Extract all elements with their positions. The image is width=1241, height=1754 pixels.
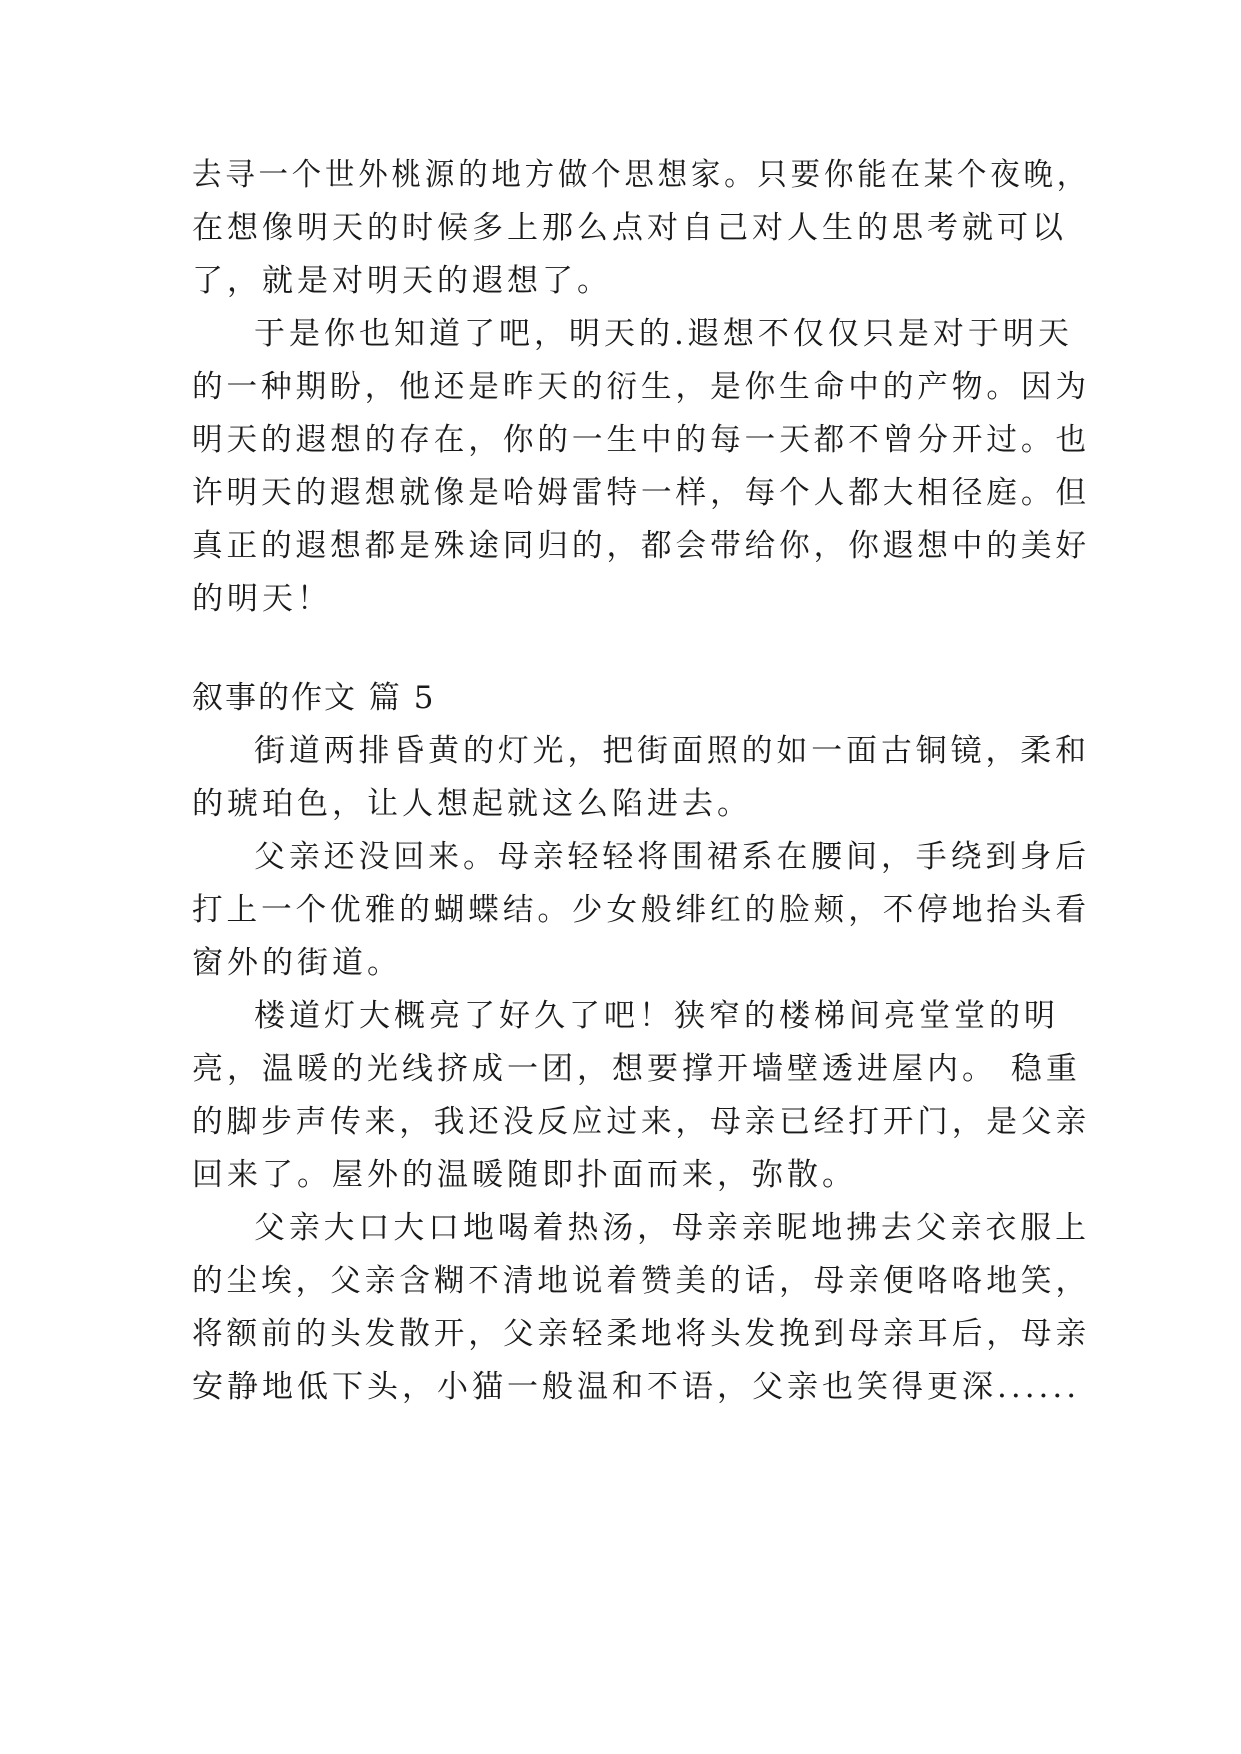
text-line: 真正的遐想都是殊途同归的，都会带给你，你遐想中的美好: [192, 528, 1090, 564]
text-line: 的明天！: [192, 581, 332, 617]
text-line: 打上一个优雅的蝴蝶结。少女般绯红的脸颊，不停地抬头看: [192, 892, 1090, 928]
text-line: 的一种期盼，他还是昨天的衍生，是你生命中的产物。因为: [192, 369, 1090, 405]
text-line: 窗外的街道。: [192, 945, 402, 981]
text-line: 将额前的头发散开，父亲轻柔地将头发挽到母亲耳后，母亲: [192, 1316, 1090, 1352]
text-line: 在想像明天的时候多上那么点对自己对人生的思考就可以: [192, 210, 1067, 246]
text-line: 街道两排昏黄的灯光，把街面照的如一面古铜镜，柔和: [254, 733, 1090, 769]
text-line: 去寻一个世外桃源的地方做个思想家。只要你能在某个夜晚，: [192, 157, 1091, 193]
text-line: 安静地低下头，小猫一般温和不语，父亲也笑得更深......: [192, 1369, 1081, 1405]
text-line: 父亲大口大口地喝着热汤，母亲亲昵地拂去父亲衣服上: [254, 1210, 1090, 1246]
section-heading: 叙事的作文 篇 5: [192, 680, 436, 716]
text-line: 明天的遐想的存在，你的一生中的每一天都不曾分开过。也: [192, 422, 1090, 458]
text-line: 于是你也知道了吧，明天的.遐想不仅仅只是对于明天: [254, 316, 1073, 352]
text-line: 楼道灯大概亮了好久了吧！狭窄的楼梯间亮堂堂的明: [254, 998, 1059, 1034]
text-line: 回来了。屋外的温暖随即扑面而来，弥散。: [192, 1157, 857, 1193]
text-line: 的脚步声传来，我还没反应过来，母亲已经打开门，是父亲: [192, 1104, 1090, 1140]
text-line: 的琥珀色，让人想起就这么陷进去。: [192, 786, 752, 822]
text-line: 亮，温暖的光线挤成一团，想要撑开墙壁透进屋内。 稳重: [192, 1051, 1081, 1087]
text-line: 父亲还没回来。母亲轻轻将围裙系在腰间，手绕到身后: [254, 839, 1090, 875]
text-line: 了，就是对明天的遐想了。: [192, 263, 612, 299]
text-line: 许明天的遐想就像是哈姆雷特一样，每个人都大相径庭。但: [192, 475, 1090, 511]
text-line: 的尘埃，父亲含糊不清地说着赞美的话，母亲便咯咯地笑，: [192, 1263, 1090, 1299]
